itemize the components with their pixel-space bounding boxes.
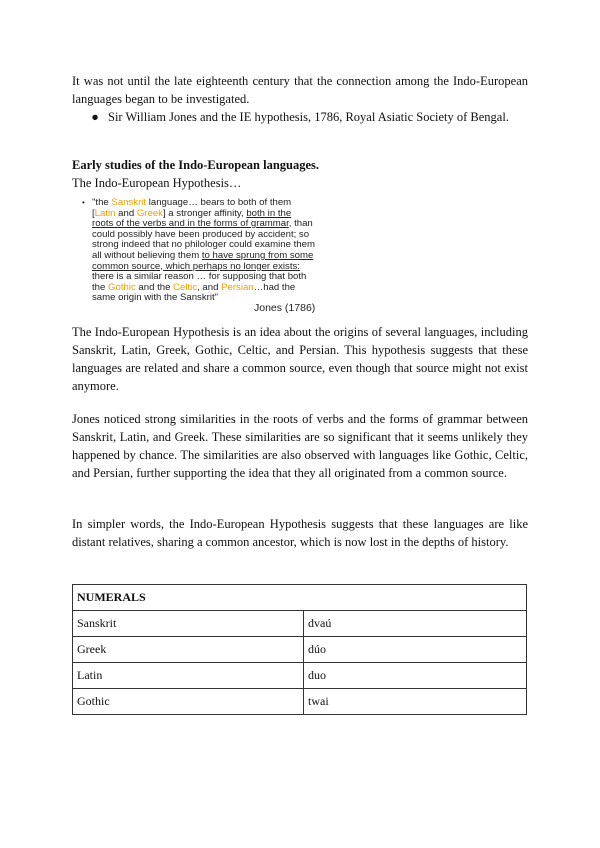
quote-text: ] a stronger affinity, [162,207,247,219]
quote-text: [ [92,207,95,219]
paragraph-hypothesis: The Indo-European Hypothesis is an idea about the origins of several languages, including Sanskrit, Latin, Greek, Gothic, Celtic, and Persian. This hypothesis suggests that these languages are related and share a common source, even though that source might not exist anymore. [72,325,528,393]
quote-underlined-text: to have sprung from some [201,249,314,261]
quote-text: the [92,281,109,293]
quote-highlight-sanskrit: Sanskrit [111,197,147,208]
quote-text: …had the [253,281,296,293]
table-row [73,611,527,637]
table-row [73,663,527,689]
quote-text: and [115,207,137,219]
table-cell-word: dvaú [304,611,527,637]
paragraph-similarities: Jones noticed strong similarities in the roots of verbs and the forms of grammar between Sanskrit, Latin, and Greek. These similarities are so significant that it seems unlikely they happened by chance. The similarities are also observed with languages like Gothic, Celtic, and Persian, further supporting the idea that they all originated from a common source. [72,412,528,480]
quote-highlight-celtic: Celtic [173,281,198,293]
table-cell-word: dúo [304,637,527,663]
quote-highlight-greek: Greek [136,207,163,219]
intro-paragraph: It was not until the late eighteenth century that the connection among the Indo-European languages began to be investigated. [72,74,528,106]
quote-text: all without believing them [92,249,202,261]
bullet-dot-icon: ● [91,110,99,124]
quote-highlight-gothic: Gothic [108,281,136,293]
quote-line: common source, which perhaps no longer exists: [92,260,300,272]
table-cell-word: duo [304,663,527,689]
section-subheading: The Indo-European Hypothesis… [72,176,242,190]
table-cell-language: Gothic [73,689,304,715]
table-cell-language: Sanskrit [73,611,304,637]
quote-text: language… bears to both of them [146,197,292,208]
intro-bullet-text: Sir William Jones and the IE hypothesis, 1786, Royal Asiatic Society of Bengal. [108,110,509,124]
quote-text: "the [92,197,112,208]
quote-line: same origin with the Sanskrit" [92,292,219,304]
jones-quote-image [82,198,344,304]
quote-underlined-text: roots of the verbs and in the forms of grammar [92,218,289,230]
quote-text: and the [135,281,174,293]
quote-line: strong indeed that no philologer could examine them [92,239,315,251]
table-header: NUMERALS [73,585,527,611]
table-header-row [73,585,527,611]
quote-lines [92,198,344,304]
table-cell-language: Latin [73,663,304,689]
table-row [73,637,527,663]
quote-text: , than [288,218,313,230]
paragraph-summary: In simpler words, the Indo-European Hypothesis suggests that these languages are like distant relatives, sharing a common ancestor, which is now lost in the depths of history. [72,517,528,549]
quote-highlight-latin: Latin [94,207,116,219]
intro-bullet [90,108,528,126]
numerals-table [72,584,527,715]
quote-underlined-text: both in the [246,207,292,219]
quote-bullet-icon: • [82,198,85,207]
quote-highlight-persian: Persian [221,281,254,293]
table-cell-language: Greek [73,637,304,663]
table-cell-word: twai [304,689,527,715]
quote-line: there is a similar reason … for supposing that both [92,271,307,283]
quote-line: could possibly have been produced by accident; so [92,228,310,240]
quote-line [92,251,344,262]
quote-credit: Jones (1786) [254,302,316,314]
table-row [73,689,527,715]
quote-text: , and [197,281,222,293]
section-heading: Early studies of the Indo-European languages. [72,158,320,172]
